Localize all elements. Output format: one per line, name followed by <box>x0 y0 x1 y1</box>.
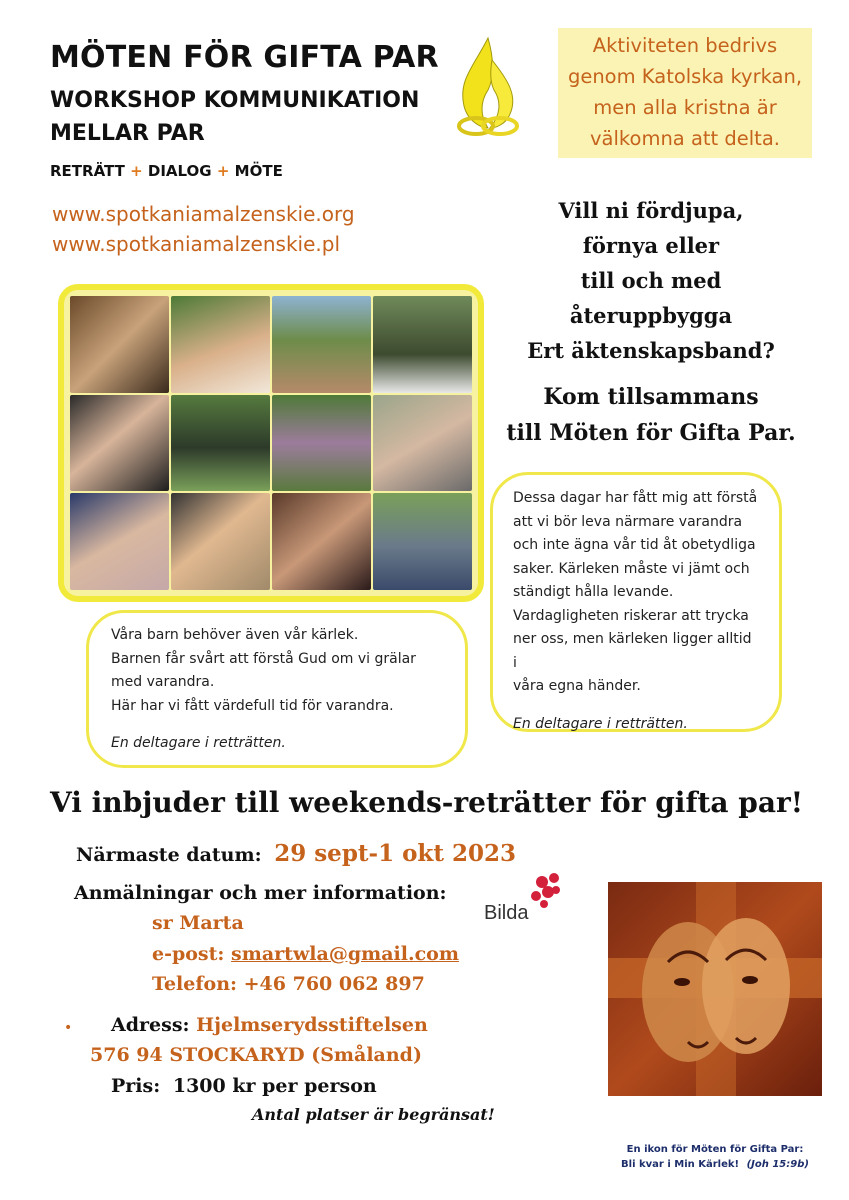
phone-number[interactable]: Telefon: +46 760 062 897 <box>152 973 425 995</box>
question-line: förnya eller <box>582 233 720 258</box>
invitation-heading: Vi inbjuder till weekends-reträtter för gifta par! <box>50 786 804 819</box>
bilda-logo <box>482 870 572 930</box>
notice-line: genom Katolska kyrkan, <box>567 65 803 88</box>
page-subtitle <box>50 84 450 150</box>
group-photo <box>373 493 472 590</box>
tagline <box>50 162 283 180</box>
question-line: Ert äktenskapsband? <box>527 338 775 363</box>
couple-photo <box>373 395 472 492</box>
testimonial-line: Här har vi fått värdefull tid för varandra. <box>111 697 394 714</box>
couple-photo <box>70 395 169 492</box>
testimonial-line: ner oss, men kärleken ligger alltid i <box>513 631 752 671</box>
testimonial-line: att vi bör leva närmare varandra <box>513 513 743 530</box>
testimonial-line: Dessa dagar har fått mig att förstå <box>513 490 758 506</box>
subtitle-line-2: MELLAR PAR <box>50 121 205 146</box>
testimonial-line: saker. Kärleken måste vi jämt och <box>513 560 750 577</box>
address-line-1: Hjelmserydsstiftelsen <box>196 1014 428 1036</box>
testimonial-signature: En deltagare i retträtten. <box>111 735 286 751</box>
testimonial-line: och inte ägna vår tid åt obetydliga <box>513 537 756 553</box>
next-date-label: Närmaste datum: <box>76 844 262 866</box>
subtitle-line-1: WORKSHOP KOMMUNIKATION <box>50 88 420 113</box>
contact-name: sr Marta <box>152 912 244 934</box>
email-row <box>152 943 459 965</box>
photo-collage <box>58 284 484 602</box>
call-to-action <box>456 379 846 451</box>
registration-heading: Anmälningar och mer information: <box>74 882 447 904</box>
question-block <box>456 193 846 368</box>
question-line: återuppbygga <box>569 303 733 328</box>
icon-caption-line-2 <box>610 1157 820 1172</box>
question-line: till och med <box>580 268 722 293</box>
flame-rings-logo <box>452 36 524 140</box>
testimonial-line: Våra barn behöver även vår kärlek. <box>111 627 359 643</box>
couple-photo <box>171 296 270 393</box>
tagline-meeting: MÖTE <box>234 162 283 180</box>
cta-line: till Möten för Gifta Par. <box>506 420 796 446</box>
tagline-plus: + <box>216 162 230 180</box>
catholic-church-notice <box>558 28 812 158</box>
testimonial-line: våra egna händer. <box>513 678 641 694</box>
address-label: Adress: <box>111 1014 190 1036</box>
couple-icon-painting <box>608 882 822 1096</box>
notice-line: men alla kristna är <box>593 96 777 119</box>
testimonial-line: Barnen får svårt att förstå Gud om vi grälar <box>111 650 416 667</box>
cta-line: Kom tillsammans <box>543 384 759 410</box>
couple-photo <box>272 493 371 590</box>
icon-caption-text: Bli kvar i Min Kärlek! <box>621 1159 740 1170</box>
limited-seats-note: Antal platser är begränsat! <box>252 1105 495 1124</box>
website-link-pl[interactable]: www.spotkaniamalzenskie.pl <box>52 232 341 256</box>
testimonial-line: med varandra. <box>111 674 215 690</box>
price-label: Pris: <box>111 1075 161 1097</box>
icon-caption-line-1: En ikon för Möten för Gifta Par: <box>626 1144 804 1155</box>
couple-photo <box>171 493 270 590</box>
next-date-value: 29 sept-1 okt 2023 <box>274 840 516 867</box>
testimonial-line: ständigt hålla levande. <box>513 584 674 600</box>
couple-photo <box>70 296 169 393</box>
couple-photo <box>70 493 169 590</box>
couple-photo <box>272 296 371 393</box>
group-photo <box>171 395 270 492</box>
email-link[interactable]: smartwla@gmail.com <box>231 943 459 965</box>
icon-caption <box>610 1142 820 1172</box>
price-value: 1300 kr per person <box>172 1075 377 1097</box>
question-line: Vill ni fördjupa, <box>558 198 744 223</box>
group-photo <box>272 395 371 492</box>
page-title: MÖTEN FÖR GIFTA PAR <box>50 40 439 75</box>
address-bullet: • <box>64 1020 73 1036</box>
notice-line: Aktiviteten bedrivs <box>592 34 778 57</box>
group-photo <box>373 296 472 393</box>
tagline-dialog: DIALOG <box>147 162 212 180</box>
address-row <box>111 1014 428 1036</box>
price-row <box>111 1075 377 1097</box>
tagline-plus: + <box>130 162 143 180</box>
testimonial-signature: En deltagare i retträtten. <box>513 715 688 732</box>
address-line-2: 576 94 STOCKARYD (Småland) <box>90 1044 422 1066</box>
tagline-retreat: RETRÄTT <box>50 162 125 180</box>
website-link-org[interactable]: www.spotkaniamalzenskie.org <box>52 202 355 226</box>
icon-caption-reference: (Joh 15:9b) <box>746 1159 809 1170</box>
email-label: e-post: <box>152 943 225 965</box>
bilda-logo-text: Bilda <box>484 902 529 924</box>
notice-line: välkomna att delta. <box>590 127 780 150</box>
testimonial-line: Vardagligheten riskerar att trycka <box>513 607 749 624</box>
testimonial-bubble-right <box>490 472 782 732</box>
testimonial-bubble-left <box>86 610 468 768</box>
next-date-row <box>76 840 516 867</box>
